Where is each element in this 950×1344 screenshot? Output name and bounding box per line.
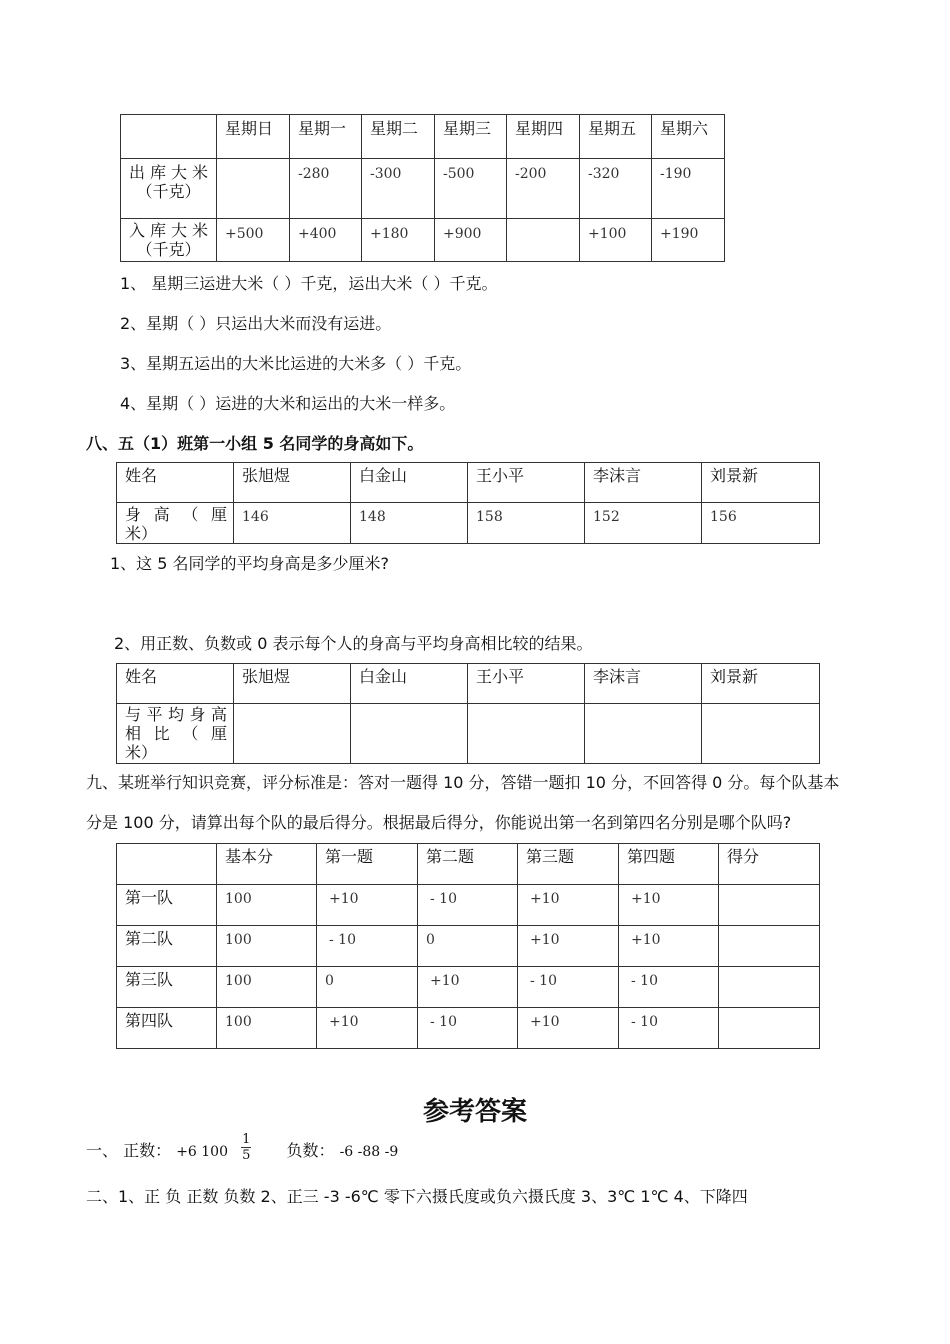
- section-8-question-1: 1、这 5 名同学的平均身高是多少厘米?: [110, 554, 390, 573]
- score-cell: - 10: [619, 967, 719, 1008]
- rice-row-label-text: 入库大米: [129, 221, 208, 240]
- compare-header-cell: 姓名: [117, 664, 234, 704]
- fraction-numerator: 1: [242, 1132, 251, 1147]
- score-team-cell: 第一队: [117, 885, 217, 926]
- score-result-cell[interactable]: [719, 926, 820, 967]
- rice-cell: +400: [290, 219, 362, 262]
- rice-header-cell: 星期六: [652, 115, 725, 159]
- score-header-cell: 第三题: [518, 844, 619, 885]
- score-cell: +10: [518, 1008, 619, 1049]
- height-value-cell: 152: [585, 503, 702, 544]
- rice-header-cell: 星期一: [290, 115, 362, 159]
- answer-1-positives: +6 100: [176, 1144, 228, 1160]
- height-row-label-a: 身 高 （ 厘: [125, 505, 227, 524]
- rice-cell: -200: [507, 159, 580, 219]
- answer-1-fraction: [241, 1132, 251, 1163]
- height-header-cell: 姓名: [117, 463, 234, 503]
- compare-answer-cell[interactable]: [585, 704, 702, 764]
- score-cell: +10: [317, 1008, 418, 1049]
- rice-cell: +500: [217, 219, 290, 262]
- rice-cell: -190: [652, 159, 725, 219]
- answer-2: 二、1、正 负 正数 负数 2、正三 -3 -6℃ 零下六摄氏度或负六摄氏度 3、3℃ 1℃ 4、下降四: [86, 1187, 748, 1206]
- height-table-header-row: [117, 463, 820, 503]
- rice-header-cell: 星期四: [507, 115, 580, 159]
- height-value-cell: 158: [468, 503, 585, 544]
- score-header-cell: 第一题: [317, 844, 418, 885]
- compare-header-cell: 白金山: [351, 664, 468, 704]
- score-team-cell: 第二队: [117, 926, 217, 967]
- score-cell: +10: [418, 967, 518, 1008]
- score-cell: 0: [317, 967, 418, 1008]
- rice-table-header-row: [121, 115, 725, 159]
- compare-row-label-c: 米）: [125, 743, 158, 762]
- compare-table-header-row: [117, 664, 820, 704]
- rice-cell: [217, 159, 290, 219]
- score-table-row: [117, 1008, 820, 1049]
- height-header-cell: 白金山: [351, 463, 468, 503]
- score-cell: - 10: [317, 926, 418, 967]
- rice-table: [120, 114, 725, 262]
- height-row-label: [117, 503, 234, 544]
- score-result-cell[interactable]: [719, 967, 820, 1008]
- height-header-cell: 刘景新: [702, 463, 820, 503]
- height-value-cell: 156: [702, 503, 820, 544]
- rice-row-label: [121, 159, 217, 219]
- answer-1-prefix: 一、 正数：: [86, 1141, 172, 1160]
- rice-cell: +190: [652, 219, 725, 262]
- compare-answer-cell[interactable]: [234, 704, 351, 764]
- score-header-cell: 基本分: [217, 844, 317, 885]
- compare-table-answer-row: [117, 704, 820, 764]
- section-8-title: 八、五（1）班第一小组 5 名同学的身高如下。: [86, 434, 424, 453]
- rice-cell: -300: [362, 159, 435, 219]
- score-cell: 100: [217, 885, 317, 926]
- height-header-cell: 李沫言: [585, 463, 702, 503]
- rice-header-cell: 星期日: [217, 115, 290, 159]
- score-table-row: [117, 885, 820, 926]
- compare-header-cell: 王小平: [468, 664, 585, 704]
- score-team-cell: 第三队: [117, 967, 217, 1008]
- score-cell: 100: [217, 1008, 317, 1049]
- compare-answer-cell[interactable]: [351, 704, 468, 764]
- compare-answer-cell[interactable]: [702, 704, 820, 764]
- score-result-cell[interactable]: [719, 1008, 820, 1049]
- rice-cell: +100: [580, 219, 652, 262]
- rice-header-cell: 星期三: [435, 115, 507, 159]
- score-cell: - 10: [619, 1008, 719, 1049]
- rice-row-unit: （千克）: [136, 182, 201, 201]
- compare-answer-cell[interactable]: [468, 704, 585, 764]
- compare-row-label: [117, 704, 234, 764]
- answer-1: [86, 1132, 399, 1163]
- rice-question-2: 2、星期（ ）只运出大米而没有运进。: [120, 314, 392, 333]
- rice-cell: +180: [362, 219, 435, 262]
- rice-cell: +900: [435, 219, 507, 262]
- rice-question-4: 4、星期（ ）运进的大米和运出的大米一样多。: [120, 394, 456, 413]
- rice-cell: -500: [435, 159, 507, 219]
- height-header-cell: 王小平: [468, 463, 585, 503]
- section-8-question-2: 2、用正数、负数或 0 表示每个人的身高与平均身高相比较的结果。: [114, 634, 593, 653]
- section-9-line-2: 分是 100 分，请算出每个队的最后得分。根据最后得分，你能说出第一名到第四名分别是哪个队吗?: [86, 813, 792, 832]
- rice-header-cell: [121, 115, 217, 159]
- height-row-label-b: 米）: [125, 524, 158, 543]
- compare-row-label-b: 相 比 （ 厘: [125, 724, 227, 743]
- score-table-row: [117, 926, 820, 967]
- rice-row-unit: （千克）: [136, 240, 201, 259]
- score-table: [116, 843, 820, 1049]
- compare-header-cell: 刘景新: [702, 664, 820, 704]
- rice-cell: -280: [290, 159, 362, 219]
- rice-table-row-out: [121, 159, 725, 219]
- compare-header-cell: 张旭煜: [234, 664, 351, 704]
- score-cell: +10: [619, 885, 719, 926]
- score-cell: - 10: [418, 1008, 518, 1049]
- score-cell: 100: [217, 926, 317, 967]
- answer-1-negatives: -6 -88 -9: [339, 1144, 399, 1160]
- score-team-cell: 第四队: [117, 1008, 217, 1049]
- rice-cell: -320: [580, 159, 652, 219]
- rice-row-label: [121, 219, 217, 262]
- compare-header-cell: 李沫言: [585, 664, 702, 704]
- score-header-cell: [117, 844, 217, 885]
- score-cell: - 10: [518, 967, 619, 1008]
- score-header-cell: 第四题: [619, 844, 719, 885]
- rice-question-3: 3、星期五运出的大米比运进的大米多（ ）千克。: [120, 354, 472, 373]
- score-cell: - 10: [418, 885, 518, 926]
- height-header-cell: 张旭煜: [234, 463, 351, 503]
- score-cell: +10: [317, 885, 418, 926]
- score-cell: 100: [217, 967, 317, 1008]
- rice-header-cell: 星期五: [580, 115, 652, 159]
- score-result-cell[interactable]: [719, 885, 820, 926]
- score-header-cell: 得分: [719, 844, 820, 885]
- rice-header-cell: 星期二: [362, 115, 435, 159]
- score-header-cell: 第二题: [418, 844, 518, 885]
- rice-question-1: 1、 星期三运进大米（ ）千克，运出大米（ ）千克。: [120, 274, 498, 293]
- height-value-cell: 146: [234, 503, 351, 544]
- answers-title: 参考答案: [422, 1097, 527, 1127]
- score-cell: 0: [418, 926, 518, 967]
- score-table-header-row: [117, 844, 820, 885]
- score-cell: +10: [518, 926, 619, 967]
- section-9-line-1: 九、某班举行知识竞赛，评分标准是：答对一题得 10 分，答错一题扣 10 分，不回答得 0 分。每个队基本: [86, 773, 840, 792]
- score-cell: +10: [619, 926, 719, 967]
- rice-row-label-text: 出库大米: [129, 163, 208, 182]
- score-table-row: [117, 967, 820, 1008]
- rice-cell: [507, 219, 580, 262]
- height-value-cell: 148: [351, 503, 468, 544]
- rice-table-row-in: [121, 219, 725, 262]
- answer-1-negative-label: 负数：: [286, 1141, 335, 1160]
- compare-row-label-a: 与平均身高: [125, 705, 227, 724]
- height-table: [116, 462, 820, 544]
- height-table-value-row: [117, 503, 820, 544]
- score-cell: +10: [518, 885, 619, 926]
- compare-table: [116, 663, 820, 764]
- fraction-denominator: 5: [242, 1148, 251, 1163]
